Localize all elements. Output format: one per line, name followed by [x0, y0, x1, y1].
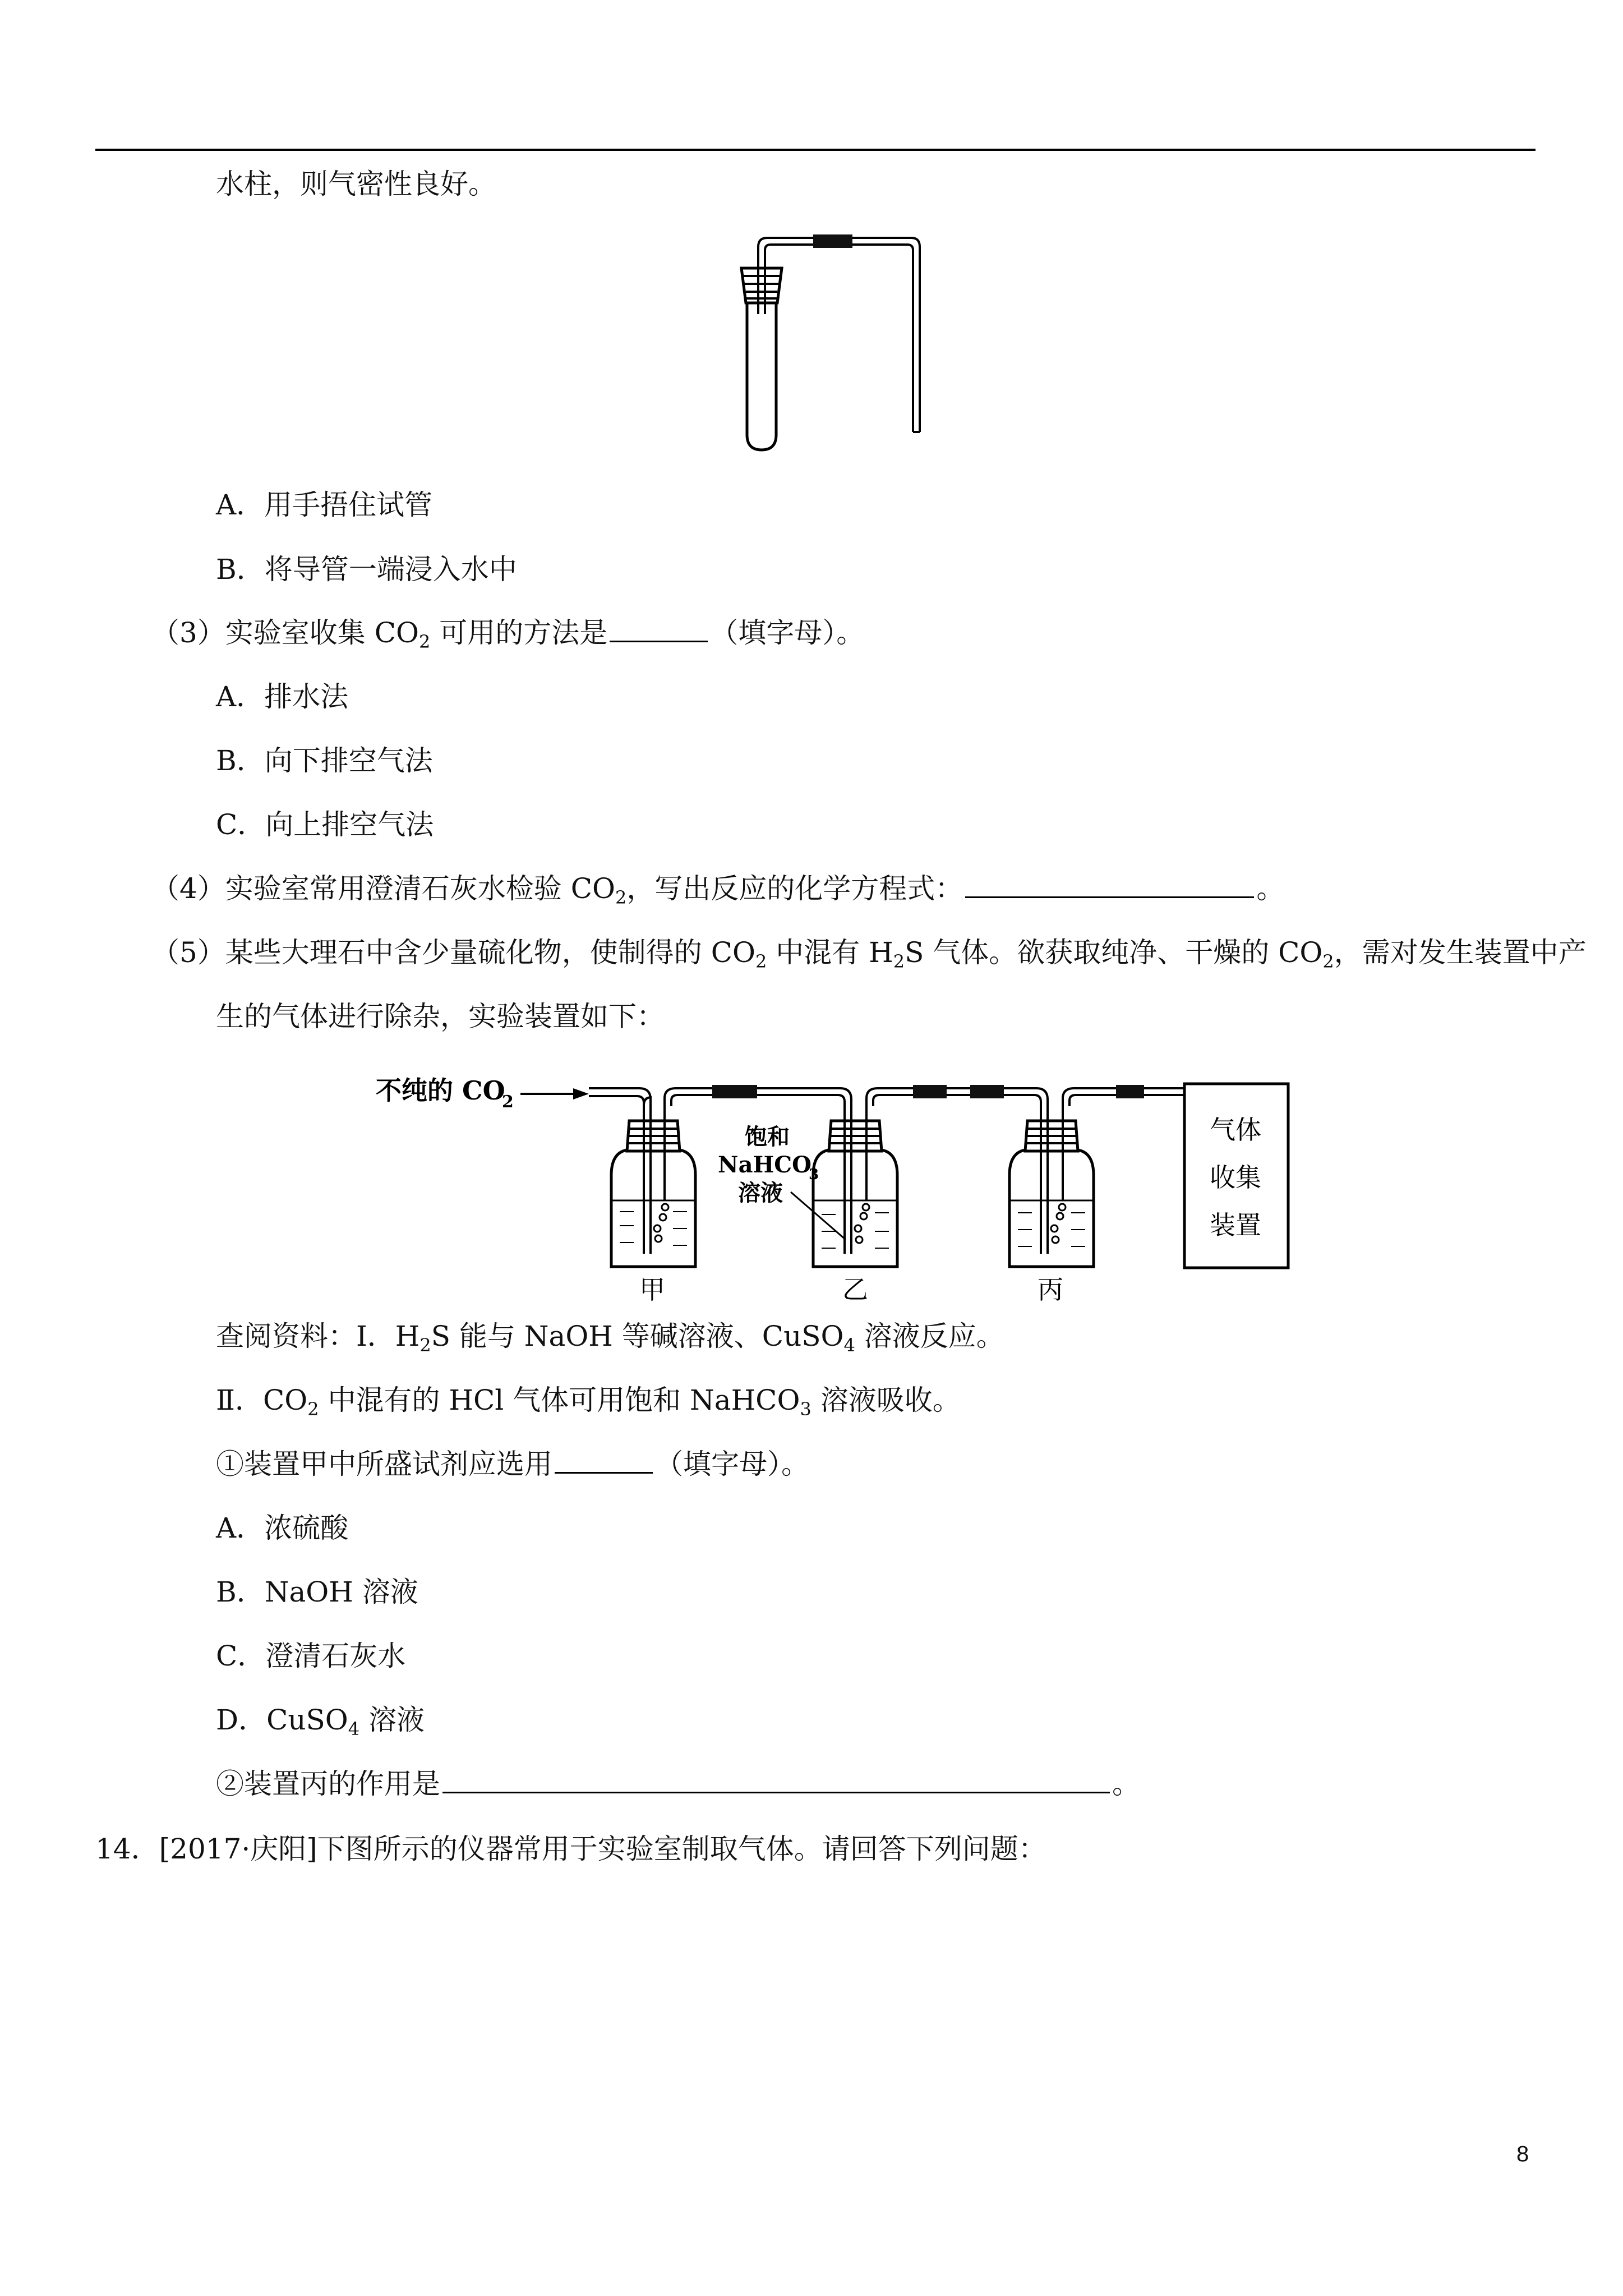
header-rule: [95, 149, 1536, 151]
option-b: B．将导管一端浸入水中: [216, 553, 517, 586]
option-d: D．CuSO$_4$ 溶液: [216, 1704, 425, 1740]
svg-text:溶液: 溶液: [738, 1180, 783, 1206]
answer-blank: [965, 872, 1254, 898]
option-a: A．用手捂住试管: [216, 489, 433, 521]
inlet-subscript: 2: [502, 1092, 514, 1112]
option-c: C．澄清石灰水: [216, 1640, 406, 1672]
svg-text:收集: 收集: [1210, 1162, 1261, 1193]
svg-text:3: 3: [809, 1166, 819, 1183]
purification-apparatus-figure: [370, 1060, 1301, 1307]
svg-text:装置: 装置: [1210, 1210, 1261, 1240]
option-c: C．向上排空气法: [216, 808, 434, 841]
option-b: B．NaOH 溶液: [216, 1576, 418, 1608]
question-3: （3）实验室收集 $CO_2$ 可用的方法是 （填字母）。: [151, 616, 865, 652]
question-4: （4）实验室常用澄清石灰水检验 $CO_2$，写出反应的化学方程式： 。: [151, 872, 1285, 908]
svg-text:丙: 丙: [1038, 1274, 1063, 1305]
question-5-2: ②装置丙的作用是 。: [216, 1768, 1140, 1800]
svg-text:甲: 甲: [639, 1274, 665, 1305]
svg-text:乙: 乙: [842, 1274, 868, 1305]
bottle-yi: [813, 1106, 897, 1305]
test-tube-figure: [729, 230, 942, 454]
option-a: A．浓硫酸: [216, 1512, 349, 1544]
text-line: 生的气体进行除杂，实验装置如下：: [216, 1000, 665, 1033]
bottle-jia: [611, 1097, 695, 1305]
inlet-label: 不纯的 CO: [376, 1075, 505, 1106]
text-line: 水柱，则气密性良好。: [216, 168, 496, 200]
question-5-1: ①装置甲中所盛试剂应选用 （填字母）。: [216, 1448, 809, 1480]
page-number: 8: [1516, 2142, 1529, 2166]
svg-text:气体: 气体: [1210, 1115, 1261, 1145]
option-b: B．向下排空气法: [216, 744, 433, 777]
reference-1: 查阅资料：Ⅰ．$H_2S$ 能与 NaOH 等碱溶液、CuSO$_4$ 溶液反应。: [216, 1320, 1004, 1356]
answer-blank: [610, 616, 708, 642]
option-a: A．排水法: [216, 680, 349, 713]
question-5: （5）某些大理石中含少量硫化物，使制得的 $CO_2$ 中混有 $H_2S$ 气体。欲获取纯净、干燥的 $CO_2$，需对发生装置中产: [151, 936, 1587, 972]
gas-collector-box: [1184, 1084, 1288, 1268]
question-14: 14．[2017·庆阳]下图所示的仪器常用于实验室制取气体。请回答下列问题：: [95, 1833, 1046, 1865]
reference-2: Ⅱ．$CO_2$ 中混有的 HCl 气体可用饱和 NaHCO$_3$ 溶液吸收。: [216, 1384, 961, 1420]
solution-label: 饱和: [745, 1124, 790, 1150]
answer-blank: [555, 1447, 653, 1474]
svg-text:NaHCO: NaHCO: [718, 1152, 811, 1178]
bottle-bing: [1009, 1106, 1094, 1305]
answer-blank: [442, 1767, 1110, 1793]
